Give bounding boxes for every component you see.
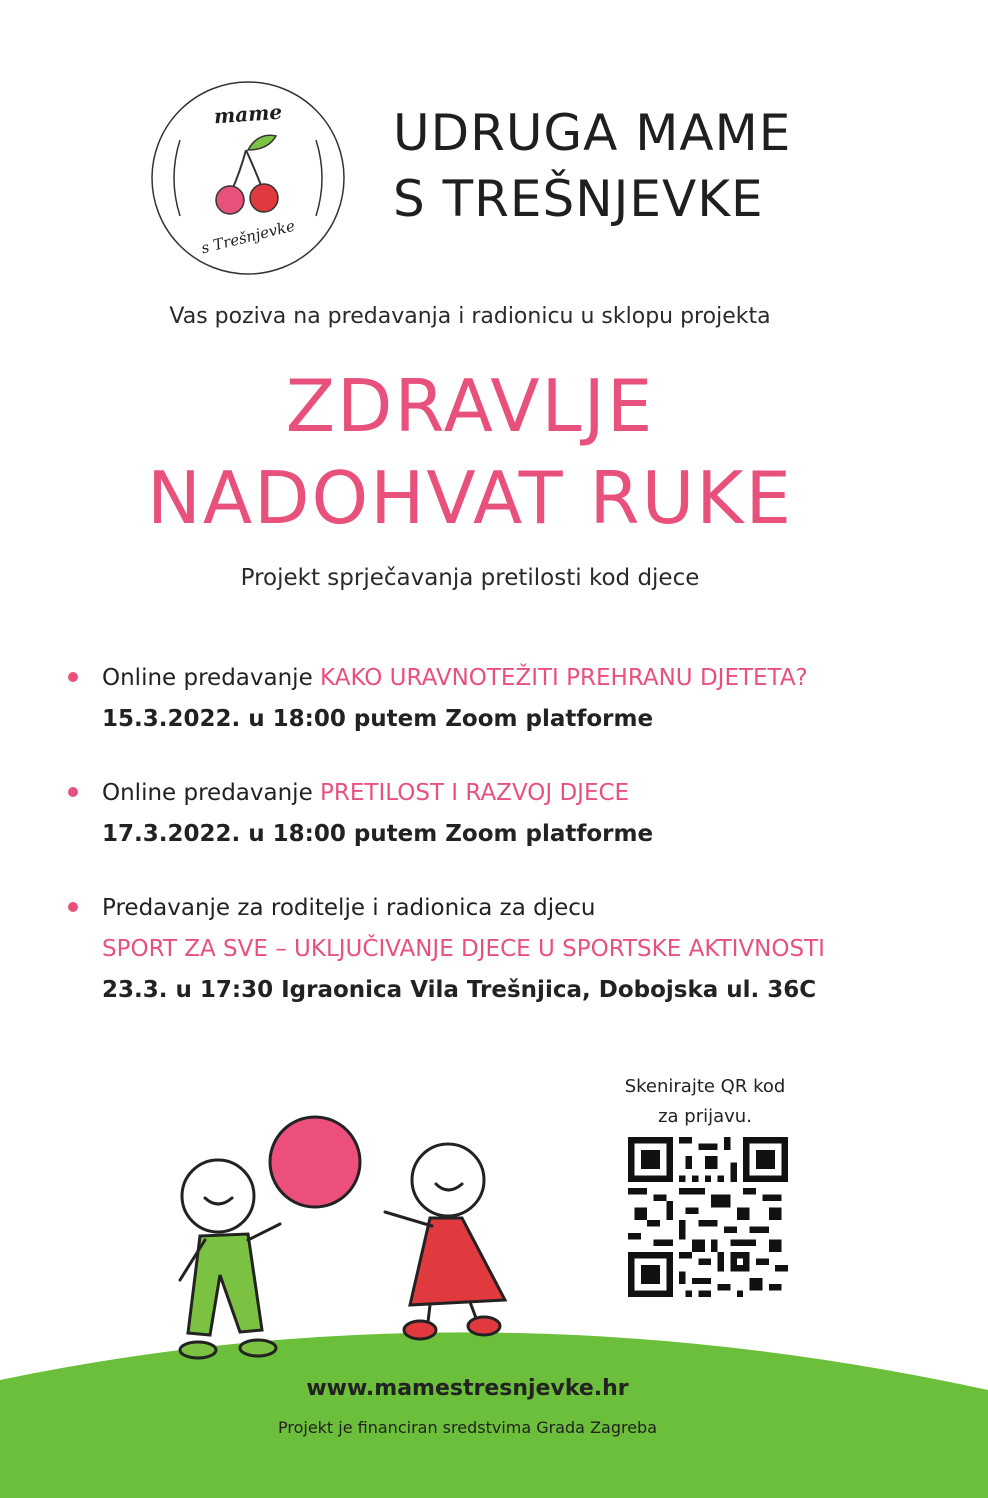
list-item [66,773,966,855]
logo-top-text: mame [213,99,283,129]
logo [150,80,346,276]
logo-bottom-text: s Trešnjevke [199,216,297,258]
event-details: 17.3.2022. u 18:00 putem Zoom platforme [102,821,654,847]
event-highlight: KAKO URAVNOTEŽITI PREHRANU DJETETA? [320,665,808,691]
organization-title [393,100,953,232]
kids-illustration [0,1100,988,1498]
event-highlight: PRETILOST I RAZVOJ DJECE [320,780,630,806]
grass-hill [0,1332,988,1498]
invitation-text: Vas poziva na predavanja i radionicu u sklopu projekta [169,304,771,329]
event-title [102,773,966,814]
project-title [0,360,940,544]
bullet-icon [68,672,78,682]
qr-caption [600,1072,810,1132]
girl-figure [385,1144,505,1339]
list-item [66,888,966,1011]
funding-note: Projekt je financiran sredstvima Grada Zagreba [277,1418,658,1437]
project-subtitle: Projekt sprječavanja pretilosti kod djece [240,565,700,591]
event-prefix: Online predavanje [102,780,321,806]
organization-title-line2: S TREŠNJEVKE [393,170,764,228]
event-highlight: SPORT ZA SVE – UKLJUČIVANJE DJECE U SPORTSKE AKTIVNOSTI [102,936,825,962]
list-item [66,658,966,740]
website-link[interactable]: www.mamestresnjevke.hr [306,1376,629,1401]
qr-caption-line1: Skenirajte QR kod [624,1076,786,1097]
organization-title-line1: UDRUGA MAME [393,104,792,162]
qr-caption-line2: za prijavu. [658,1106,752,1127]
event-title: Predavanje za roditelje i radionica za djecu [102,895,596,921]
event-details: 23.3. u 17:30 Igraonica Vila Trešnjica, Dobojska ul. 36C [102,977,817,1003]
events-list [66,658,966,1044]
qr-code-icon[interactable] [628,1137,788,1297]
bullet-icon [68,787,78,797]
event-details: 15.3.2022. u 18:00 putem Zoom platforme [102,706,654,732]
event-prefix: Online predavanje [102,665,321,691]
project-title-line2: NADOHVAT RUKE [147,456,793,540]
boy-figure [180,1160,280,1358]
ball-icon [270,1117,360,1207]
bullet-icon [68,902,78,912]
project-title-line1: ZDRAVLJE [285,364,655,448]
event-title [102,658,966,699]
